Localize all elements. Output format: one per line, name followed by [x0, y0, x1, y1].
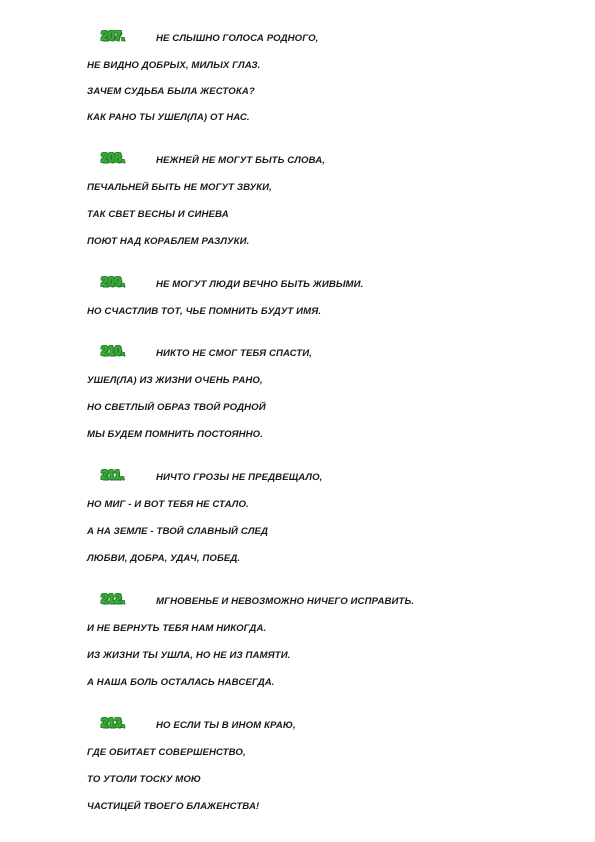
verse-line: ТАК СВЕТ ВЕСНЫ И СИНЕВА: [87, 209, 229, 220]
verse-line: МЫ БУДЕМ ПОМНИТЬ ПОСТОЯННО.: [87, 429, 263, 440]
verse-line: ЧАСТИЦЕЙ ТВОЕГО БЛАЖЕНСТВА!: [87, 801, 260, 812]
verse-number: 213.: [101, 716, 125, 730]
verse-line: ГДЕ ОБИТАЕТ СОВЕРШЕНСТВО,: [87, 747, 246, 758]
verse-line: НО МИГ - И ВОТ ТЕБЯ НЕ СТАЛО.: [87, 499, 249, 510]
verse-line: ПЕЧАЛЬНЕЙ БЫТЬ НЕ МОГУТ ЗВУКИ,: [87, 182, 272, 193]
verse-line: ИЗ ЖИЗНИ ТЫ УШЛА, НО НЕ ИЗ ПАМЯТИ.: [87, 650, 291, 661]
verse-number: 210.: [101, 344, 125, 358]
verse-number: 212.: [101, 592, 125, 606]
verse-line: КАК РАНО ТЫ УШЕЛ(ЛА) ОТ НАС.: [87, 112, 250, 123]
verse-line: НЕЖНЕЙ НЕ МОГУТ БЫТЬ СЛОВА,: [156, 155, 326, 166]
verse-line: ТО УТОЛИ ТОСКУ МОЮ: [87, 774, 202, 785]
verse-line: НЕ СЛЫШНО ГОЛОСА РОДНОГО,: [156, 33, 319, 44]
verse-line: ПОЮТ НАД КОРАБЛЕМ РАЗЛУКИ.: [87, 236, 250, 247]
verse-line: НО ЕСЛИ ТЫ В ИНОМ КРАЮ,: [156, 720, 296, 731]
verse-line: НЕ МОГУТ ЛЮДИ ВЕЧНО БЫТЬ ЖИВЫМИ.: [156, 279, 364, 290]
verse-number: 208.: [101, 151, 125, 165]
verse-line: НО СВЕТЛЫЙ ОБРАЗ ТВОЙ РОДНОЙ: [87, 402, 266, 413]
verse-line: НИЧТО ГРОЗЫ НЕ ПРЕДВЕЩАЛО,: [156, 472, 323, 483]
verse-number: 211.: [101, 468, 124, 482]
verse-line: НО СЧАСТЛИВ ТОТ, ЧЬЕ ПОМНИТЬ БУДУТ ИМЯ.: [87, 306, 322, 317]
verse-line: И НЕ ВЕРНУТЬ ТЕБЯ НАМ НИКОГДА.: [87, 623, 267, 634]
verse-number: 207.: [101, 29, 125, 43]
verse-line: МГНОВЕНЬЕ И НЕВОЗМОЖНО НИЧЕГО ИСПРАВИТЬ.: [156, 596, 415, 607]
verse-line: НИКТО НЕ СМОГ ТЕБЯ СПАСТИ,: [156, 348, 312, 359]
verse-number: 209.: [101, 275, 125, 289]
verse-line: УШЕЛ(ЛА) ИЗ ЖИЗНИ ОЧЕНЬ РАНО,: [87, 375, 263, 386]
verse-line: НЕ ВИДНО ДОБРЫХ, МИЛЫХ ГЛАЗ.: [87, 60, 261, 71]
verse-line: ЛЮБВИ, ДОБРА, УДАЧ, ПОБЕД.: [87, 553, 241, 564]
verse-line: А НА ЗЕМЛЕ - ТВОЙ СЛАВНЫЙ СЛЕД: [87, 526, 269, 537]
verse-line: ЗАЧЕМ СУДЬБА БЫЛА ЖЕСТОКА?: [87, 86, 255, 97]
verse-line: А НАША БОЛЬ ОСТАЛАСЬ НАВСЕГДА.: [87, 677, 275, 688]
